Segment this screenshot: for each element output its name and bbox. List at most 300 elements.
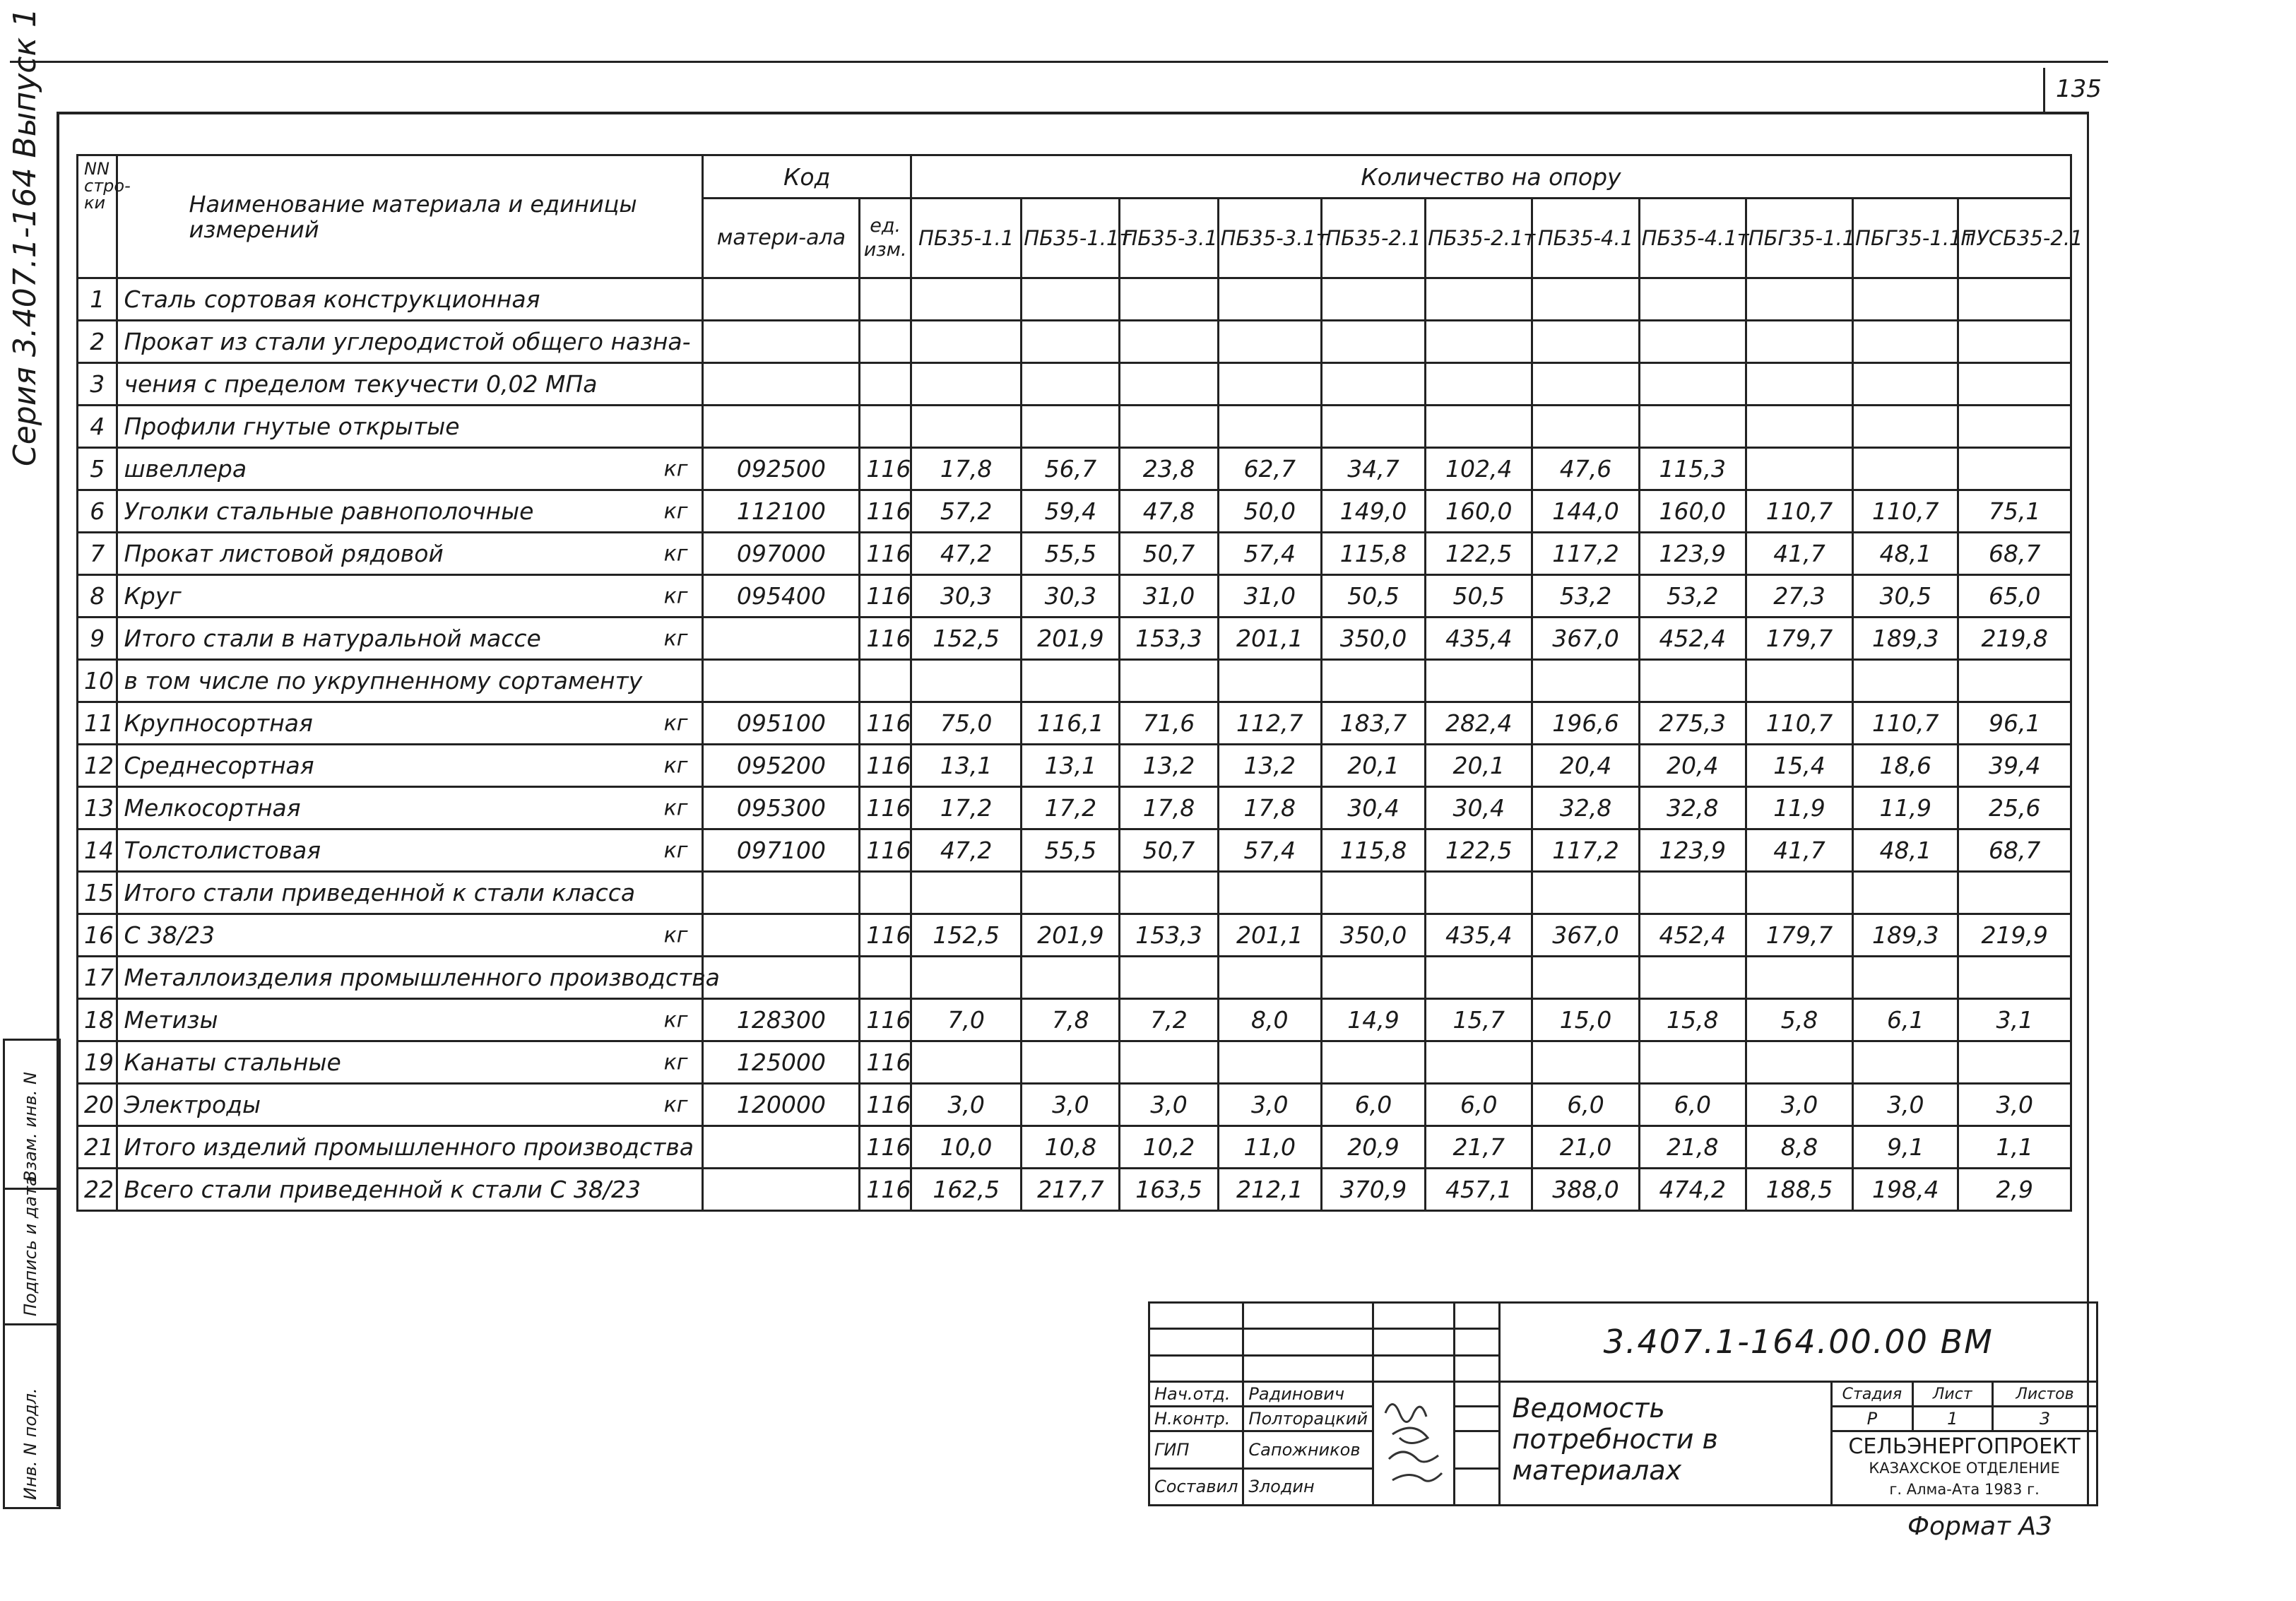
- row-number: 14: [78, 829, 117, 872]
- quantity-cell: 6,0: [1321, 1084, 1425, 1126]
- quantity-cell: [1746, 872, 1852, 914]
- header-column: ПБ35-1.1т: [1022, 199, 1120, 278]
- quantity-cell: 6,0: [1532, 1084, 1639, 1126]
- unit-code: 116: [860, 745, 911, 787]
- unit-label: кг: [663, 838, 688, 863]
- table-row: [78, 490, 2071, 533]
- quantity-cell: 32,8: [1532, 787, 1639, 829]
- unit-code: [860, 660, 911, 702]
- role-3: Составил: [1149, 1468, 1243, 1505]
- quantity-cell: [1321, 1041, 1425, 1084]
- quantity-cell: 153,3: [1120, 914, 1218, 957]
- row-number: 4: [78, 406, 117, 448]
- quantity-cell: 116,1: [1022, 702, 1120, 745]
- material-code: [703, 618, 860, 660]
- quantity-cell: 47,2: [911, 533, 1021, 575]
- quantity-cell: [1958, 872, 2071, 914]
- unit-code: 116: [860, 533, 911, 575]
- material-code: 097000: [703, 533, 860, 575]
- header-code-material: матери-ала: [703, 199, 860, 278]
- material-code: 092500: [703, 448, 860, 490]
- quantity-cell: 275,3: [1639, 702, 1746, 745]
- quantity-cell: 367,0: [1532, 618, 1639, 660]
- quantity-cell: 23,8: [1120, 448, 1218, 490]
- unit-code: [860, 872, 911, 914]
- table-row: [78, 872, 2071, 914]
- title-block: [1148, 1301, 2098, 1506]
- unit-code: 116: [860, 829, 911, 872]
- material-name-cell: [117, 914, 703, 957]
- material-name-cell: [117, 406, 703, 448]
- material-name-cell: [117, 490, 703, 533]
- material-name: Металлоизделия промышленного производства: [124, 964, 720, 991]
- quantity-cell: 110,7: [1746, 490, 1852, 533]
- series-title: Серия 3.407.1-164 Выпуск 1: [7, 7, 43, 466]
- unit-label: кг: [663, 499, 688, 524]
- quantity-cell: 7,8: [1022, 999, 1120, 1041]
- quantity-cell: 31,0: [1120, 575, 1218, 618]
- quantity-cell: 30,4: [1426, 787, 1532, 829]
- quantity-cell: 110,7: [1853, 702, 1958, 745]
- quantity-cell: 34,7: [1321, 448, 1425, 490]
- unit-code: 116: [860, 914, 911, 957]
- organization: [1832, 1431, 2097, 1506]
- quantity-cell: [1958, 406, 2071, 448]
- material-name: чения с пределом текучести 0,02 МПа: [124, 370, 598, 398]
- quantity-cell: 201,1: [1218, 914, 1321, 957]
- quantity-cell: 21,7: [1426, 1126, 1532, 1169]
- quantity-cell: 117,2: [1532, 533, 1639, 575]
- material-code: 112100: [703, 490, 860, 533]
- row-number: 10: [78, 660, 117, 702]
- quantity-cell: 162,5: [911, 1169, 1021, 1211]
- unit-code: [860, 321, 911, 363]
- quantity-cell: [1853, 448, 1958, 490]
- name-0: Радинович: [1243, 1381, 1373, 1406]
- quantity-cell: [1746, 448, 1852, 490]
- header-code: Код: [703, 155, 911, 199]
- quantity-cell: 20,4: [1532, 745, 1639, 787]
- quantity-cell: 179,7: [1746, 618, 1852, 660]
- quantity-cell: [1853, 660, 1958, 702]
- material-name-cell: [117, 618, 703, 660]
- quantity-cell: [1958, 363, 2071, 406]
- material-name: Профили гнутые открытые: [124, 413, 460, 440]
- unit-code: 116: [860, 1169, 911, 1211]
- role-2: ГИП: [1149, 1431, 1243, 1468]
- quantity-cell: 41,7: [1746, 533, 1852, 575]
- material-code: [703, 406, 860, 448]
- role-0: Нач.отд.: [1149, 1381, 1243, 1406]
- quantity-cell: 41,7: [1746, 829, 1852, 872]
- quantity-cell: [1218, 363, 1321, 406]
- quantity-cell: [1639, 406, 1746, 448]
- quantity-cell: 47,8: [1120, 490, 1218, 533]
- quantity-cell: [1746, 1041, 1852, 1084]
- header-column: ПБ35-3.1т: [1218, 199, 1321, 278]
- quantity-cell: [1853, 957, 1958, 999]
- quantity-cell: [1958, 278, 2071, 321]
- quantity-cell: 201,9: [1022, 618, 1120, 660]
- quantity-cell: [1120, 660, 1218, 702]
- quantity-cell: 18,6: [1853, 745, 1958, 787]
- quantity-cell: [1532, 957, 1639, 999]
- material-name: Всего стали приведенной к стали С 38/23: [124, 1176, 641, 1203]
- quantity-cell: [1120, 363, 1218, 406]
- quantity-cell: [1426, 660, 1532, 702]
- quantity-cell: 21,0: [1532, 1126, 1639, 1169]
- quantity-cell: [1120, 321, 1218, 363]
- quantity-cell: 50,5: [1426, 575, 1532, 618]
- unit-code: [860, 363, 911, 406]
- quantity-cell: 102,4: [1426, 448, 1532, 490]
- quantity-cell: 55,5: [1022, 533, 1120, 575]
- quantity-cell: [1532, 321, 1639, 363]
- table-row: [78, 448, 2071, 490]
- table-row: [78, 1084, 2071, 1126]
- quantity-cell: [1022, 406, 1120, 448]
- quantity-cell: 152,5: [911, 914, 1021, 957]
- quantity-cell: 3,0: [1958, 1084, 2071, 1126]
- row-number: 18: [78, 999, 117, 1041]
- quantity-cell: 53,2: [1532, 575, 1639, 618]
- material-name: Канаты стальные: [124, 1048, 341, 1076]
- material-code: [703, 321, 860, 363]
- quantity-cell: 15,4: [1746, 745, 1852, 787]
- quantity-cell: 47,2: [911, 829, 1021, 872]
- quantity-cell: [1426, 957, 1532, 999]
- quantity-cell: [1958, 957, 2071, 999]
- quantity-cell: 48,1: [1853, 829, 1958, 872]
- quantity-cell: 68,7: [1958, 533, 2071, 575]
- quantity-cell: [1321, 660, 1425, 702]
- material-name: С 38/23: [124, 921, 215, 949]
- quantity-cell: 6,1: [1853, 999, 1958, 1041]
- quantity-cell: 123,9: [1639, 829, 1746, 872]
- quantity-cell: [1321, 872, 1425, 914]
- quantity-cell: [911, 278, 1021, 321]
- quantity-cell: 53,2: [1639, 575, 1746, 618]
- material-code: 095400: [703, 575, 860, 618]
- quantity-cell: 388,0: [1532, 1169, 1639, 1211]
- material-name: Сталь сортовая конструкционная: [124, 285, 540, 313]
- quantity-cell: 2,9: [1958, 1169, 2071, 1211]
- quantity-cell: [1218, 406, 1321, 448]
- material-name-cell: [117, 448, 703, 490]
- quantity-cell: [1321, 406, 1425, 448]
- unit-label: кг: [663, 1008, 688, 1032]
- quantity-cell: 188,5: [1746, 1169, 1852, 1211]
- quantity-cell: 3,0: [1746, 1084, 1852, 1126]
- quantity-cell: 3,0: [1218, 1084, 1321, 1126]
- quantity-cell: [1022, 363, 1120, 406]
- quantity-cell: 13,2: [1120, 745, 1218, 787]
- sheet-label: Лист: [1912, 1381, 1992, 1406]
- quantity-cell: [1426, 278, 1532, 321]
- header-column: ПБ35-2.1т: [1426, 199, 1532, 278]
- material-name: Среднесортная: [124, 752, 314, 779]
- unit-code: 116: [860, 1041, 911, 1084]
- quantity-cell: 10,2: [1120, 1126, 1218, 1169]
- quantity-cell: [1218, 957, 1321, 999]
- quantity-cell: 48,1: [1853, 533, 1958, 575]
- material-name-cell: [117, 999, 703, 1041]
- quantity-cell: [1853, 278, 1958, 321]
- row-number: 7: [78, 533, 117, 575]
- quantity-cell: [1426, 321, 1532, 363]
- quantity-cell: [1022, 957, 1120, 999]
- material-code: 095200: [703, 745, 860, 787]
- unit-code: [860, 406, 911, 448]
- row-number: 9: [78, 618, 117, 660]
- table-row: [78, 1126, 2071, 1169]
- quantity-cell: 47,6: [1532, 448, 1639, 490]
- material-code: 095300: [703, 787, 860, 829]
- quantity-cell: 13,2: [1218, 745, 1321, 787]
- material-name-cell: [117, 278, 703, 321]
- org-name: СЕЛЬЭНЕРГОПРОЕКТ: [1848, 1434, 2081, 1460]
- quantity-cell: 65,0: [1958, 575, 2071, 618]
- header-column: ПБ35-4.1т: [1639, 199, 1746, 278]
- quantity-cell: [1426, 872, 1532, 914]
- quantity-cell: [911, 872, 1021, 914]
- paper-format: Формат А3: [1907, 1512, 2053, 1541]
- row-number: 17: [78, 957, 117, 999]
- material-name-cell: [117, 1169, 703, 1211]
- quantity-cell: 179,7: [1746, 914, 1852, 957]
- quantity-cell: 212,1: [1218, 1169, 1321, 1211]
- quantity-cell: [1532, 363, 1639, 406]
- unit-label: кг: [663, 796, 688, 820]
- quantity-cell: 122,5: [1426, 533, 1532, 575]
- quantity-cell: 3,0: [1022, 1084, 1120, 1126]
- material-name: Круг: [124, 582, 182, 610]
- quantity-cell: [1958, 660, 2071, 702]
- header-column: ПБГ35-1.1т: [1853, 199, 1958, 278]
- quantity-cell: 201,9: [1022, 914, 1120, 957]
- quantity-cell: 152,5: [911, 618, 1021, 660]
- quantity-cell: [1639, 321, 1746, 363]
- material-name: Прокат листовой рядовой: [124, 540, 444, 567]
- header-column: ПБ35-1.1: [911, 199, 1021, 278]
- quantity-cell: [1746, 406, 1852, 448]
- quantity-cell: 153,3: [1120, 618, 1218, 660]
- unit-label: кг: [663, 541, 688, 566]
- quantity-cell: [1853, 872, 1958, 914]
- quantity-cell: [1958, 321, 2071, 363]
- sheets-label: Листов: [1992, 1381, 2097, 1406]
- unit-code: 116: [860, 618, 911, 660]
- material-name: швеллера: [124, 455, 247, 483]
- quantity-cell: [1120, 278, 1218, 321]
- material-code: [703, 957, 860, 999]
- table-row: [78, 575, 2071, 618]
- header-row-number: NN стро-ки: [78, 155, 117, 278]
- side-label-original: Инв. N подл.: [20, 1388, 40, 1500]
- quantity-cell: [1321, 957, 1425, 999]
- unit-label: кг: [663, 1092, 688, 1117]
- quantity-cell: 20,4: [1639, 745, 1746, 787]
- quantity-cell: 8,8: [1746, 1126, 1852, 1169]
- quantity-cell: 219,9: [1958, 914, 2071, 957]
- table-row: [78, 363, 2071, 406]
- name-3: Злодин: [1243, 1468, 1373, 1505]
- quantity-cell: [1532, 1041, 1639, 1084]
- unit-code: 116: [860, 702, 911, 745]
- quantity-cell: 55,5: [1022, 829, 1120, 872]
- unit-code: [860, 957, 911, 999]
- quantity-cell: [1746, 278, 1852, 321]
- quantity-cell: [1120, 406, 1218, 448]
- quantity-cell: 50,0: [1218, 490, 1321, 533]
- quantity-cell: [1321, 278, 1425, 321]
- org-city-year: г. Алма-Ата 1983 г.: [1889, 1481, 2040, 1499]
- row-number: 21: [78, 1126, 117, 1169]
- quantity-cell: 10,0: [911, 1126, 1021, 1169]
- row-number: 12: [78, 745, 117, 787]
- quantity-cell: 71,6: [1120, 702, 1218, 745]
- row-number: 22: [78, 1169, 117, 1211]
- quantity-cell: [911, 321, 1021, 363]
- row-number: 6: [78, 490, 117, 533]
- drawing-number: 3.407.1-164.00.00 ВМ: [1500, 1303, 2097, 1382]
- quantity-cell: 122,5: [1426, 829, 1532, 872]
- materials-table: [76, 154, 2083, 1212]
- quantity-cell: 115,8: [1321, 533, 1425, 575]
- quantity-cell: [1426, 1041, 1532, 1084]
- table-row: [78, 999, 2071, 1041]
- page-number: 135: [2056, 75, 2102, 103]
- side-label-signature: Подпись и дата: [20, 1176, 40, 1316]
- quantity-cell: [1746, 957, 1852, 999]
- table-row: [78, 618, 2071, 660]
- quantity-cell: [1639, 660, 1746, 702]
- quantity-cell: 117,2: [1532, 829, 1639, 872]
- material-code: [703, 660, 860, 702]
- table-row: [78, 406, 2071, 448]
- quantity-cell: 160,0: [1426, 490, 1532, 533]
- quantity-cell: 435,4: [1426, 914, 1532, 957]
- table-row: [78, 1041, 2071, 1084]
- header-column: ПБ35-3.1: [1120, 199, 1218, 278]
- quantity-cell: 11,0: [1218, 1126, 1321, 1169]
- quantity-cell: 144,0: [1532, 490, 1639, 533]
- quantity-cell: 10,8: [1022, 1126, 1120, 1169]
- stage-label: Стадия: [1832, 1381, 1912, 1406]
- quantity-cell: [1120, 957, 1218, 999]
- material-name: Итого изделий промышленного производства: [124, 1133, 694, 1161]
- quantity-cell: [1853, 363, 1958, 406]
- quantity-cell: 1,1: [1958, 1126, 2071, 1169]
- quantity-cell: 21,8: [1639, 1126, 1746, 1169]
- quantity-cell: 7,2: [1120, 999, 1218, 1041]
- name-1: Полторацкий: [1243, 1407, 1373, 1431]
- material-name-cell: [117, 1126, 703, 1169]
- unit-code: 116: [860, 575, 911, 618]
- row-number: 13: [78, 787, 117, 829]
- quantity-cell: 50,7: [1120, 829, 1218, 872]
- material-name-cell: [117, 1041, 703, 1084]
- row-number: 15: [78, 872, 117, 914]
- unit-label: кг: [663, 456, 688, 481]
- quantity-cell: 183,7: [1321, 702, 1425, 745]
- quantity-cell: 198,4: [1853, 1169, 1958, 1211]
- quantity-cell: 20,1: [1426, 745, 1532, 787]
- material-name-cell: [117, 660, 703, 702]
- quantity-cell: [911, 406, 1021, 448]
- quantity-cell: 59,4: [1022, 490, 1120, 533]
- quantity-cell: 62,7: [1218, 448, 1321, 490]
- quantity-cell: 350,0: [1321, 618, 1425, 660]
- signature-marks: [1378, 1392, 1449, 1491]
- page-number-divider: [2043, 68, 2045, 113]
- quantity-cell: 201,1: [1218, 618, 1321, 660]
- material-code: [703, 1126, 860, 1169]
- quantity-cell: 68,7: [1958, 829, 2071, 872]
- unit-label: кг: [663, 584, 688, 608]
- quantity-cell: 7,0: [911, 999, 1021, 1041]
- quantity-cell: 3,0: [1120, 1084, 1218, 1126]
- unit-code: [860, 278, 911, 321]
- material-code: 125000: [703, 1041, 860, 1084]
- row-number: 19: [78, 1041, 117, 1084]
- quantity-cell: 3,0: [911, 1084, 1021, 1126]
- quantity-cell: [1639, 957, 1746, 999]
- material-code: [703, 914, 860, 957]
- material-name-cell: [117, 745, 703, 787]
- table-row: [78, 533, 2071, 575]
- quantity-cell: 13,1: [1022, 745, 1120, 787]
- row-number: 1: [78, 278, 117, 321]
- quantity-cell: 3,0: [1853, 1084, 1958, 1126]
- unit-label: кг: [663, 753, 688, 778]
- quantity-cell: 14,9: [1321, 999, 1425, 1041]
- row-number: 2: [78, 321, 117, 363]
- quantity-cell: [1022, 278, 1120, 321]
- quantity-cell: 57,4: [1218, 533, 1321, 575]
- quantity-cell: 6,0: [1639, 1084, 1746, 1126]
- quantity-cell: 474,2: [1639, 1169, 1746, 1211]
- quantity-cell: 17,2: [1022, 787, 1120, 829]
- material-name-cell: [117, 321, 703, 363]
- row-number: 5: [78, 448, 117, 490]
- material-name-cell: [117, 702, 703, 745]
- material-name: Мелкосортная: [124, 794, 301, 822]
- material-code: 128300: [703, 999, 860, 1041]
- header-name: Наименование материала и единицы измерений: [117, 155, 703, 278]
- material-code: 120000: [703, 1084, 860, 1126]
- sheet-value: 1: [1912, 1407, 1992, 1431]
- quantity-cell: 350,0: [1321, 914, 1425, 957]
- unit-label: кг: [663, 923, 688, 947]
- quantity-cell: 13,1: [911, 745, 1021, 787]
- quantity-cell: 370,9: [1321, 1169, 1425, 1211]
- quantity-cell: 17,8: [1218, 787, 1321, 829]
- header-column: ПБ35-4.1: [1532, 199, 1639, 278]
- header-column: ПУСБ35-2.1: [1958, 199, 2071, 278]
- stage-value: Р: [1832, 1407, 1912, 1431]
- table-row: [78, 660, 2071, 702]
- quantity-cell: [1853, 406, 1958, 448]
- quantity-cell: 15,8: [1639, 999, 1746, 1041]
- row-number: 16: [78, 914, 117, 957]
- table-row: [78, 1169, 2071, 1211]
- quantity-cell: [1120, 872, 1218, 914]
- material-name: в том числе по укрупненному сортаменту: [124, 667, 643, 695]
- header-code-unit: ед. изм.: [860, 199, 911, 278]
- unit-code: 116: [860, 448, 911, 490]
- material-code: [703, 1169, 860, 1211]
